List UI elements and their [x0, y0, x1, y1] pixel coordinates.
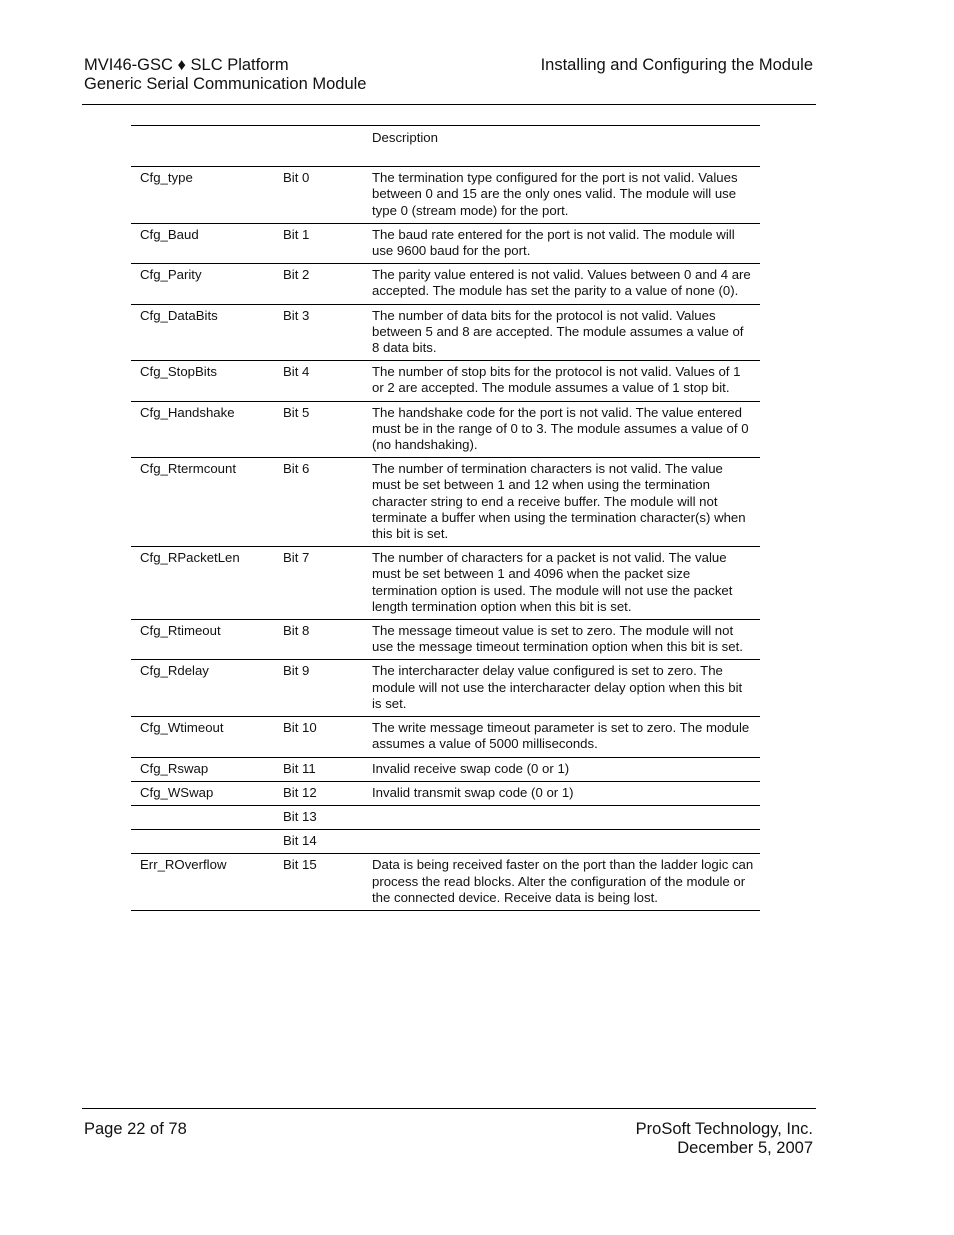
error-description: The parity value entered is not valid. Values between 0 and 4 are accepted. The module has set the parity to a value of none (0).	[363, 264, 760, 304]
bit-number: Bit 13	[274, 805, 363, 829]
document-header-title	[84, 56, 366, 94]
table-row	[131, 458, 760, 547]
error-description: The message timeout value is set to zero. The module will not use the message timeout termination option when this bit is set.	[363, 620, 760, 660]
error-name: Cfg_Rdelay	[131, 660, 274, 717]
error-description	[363, 805, 760, 829]
error-name: Cfg_WSwap	[131, 781, 274, 805]
bit-number: Bit 4	[274, 361, 363, 401]
error-name: Cfg_Rswap	[131, 757, 274, 781]
bit-number: Bit 15	[274, 854, 363, 911]
bit-number: Bit 8	[274, 620, 363, 660]
footer-info	[636, 1120, 813, 1158]
bit-number: Bit 5	[274, 401, 363, 458]
bit-number: Bit 1	[274, 223, 363, 263]
error-description: Invalid transmit swap code (0 or 1)	[363, 781, 760, 805]
table-row	[131, 620, 760, 660]
column-header-description: Description	[363, 126, 760, 167]
error-description: The handshake code for the port is not valid. The value entered must be in the range of 0 to 3. The module assumes a value of 0 (no handshaking).	[363, 401, 760, 458]
table-row	[131, 547, 760, 620]
error-name: Cfg_Rtermcount	[131, 458, 274, 547]
error-bits-table	[131, 125, 760, 911]
section-title: Installing and Configuring the Module	[540, 56, 813, 74]
bit-number: Bit 6	[274, 458, 363, 547]
bit-number: Bit 7	[274, 547, 363, 620]
error-description: The number of termination characters is not valid. The value must be set between 1 and 12 when using the termination character string to end a receive buffer. The module will not terminate a buffer when using the termination character(s) when this bit is set.	[363, 458, 760, 547]
error-description: The intercharacter delay value configured is set to zero. The module will not use the intercharacter delay option when this bit is set.	[363, 660, 760, 717]
table-row	[131, 304, 760, 361]
error-name	[131, 805, 274, 829]
table-row	[131, 830, 760, 854]
footer-divider	[82, 1108, 816, 1109]
product-line: MVI46-GSC ♦ SLC Platform	[84, 56, 289, 74]
error-name	[131, 830, 274, 854]
error-description	[363, 830, 760, 854]
bit-number: Bit 11	[274, 757, 363, 781]
table-row	[131, 264, 760, 304]
table-row	[131, 781, 760, 805]
error-description: The baud rate entered for the port is not valid. The module will use 9600 baud for the port.	[363, 223, 760, 263]
error-name: Cfg_Wtimeout	[131, 717, 274, 757]
error-description: The write message timeout parameter is set to zero. The module assumes a value of 5000 milliseconds.	[363, 717, 760, 757]
product-name: Generic Serial Communication Module	[84, 75, 367, 93]
bit-number: Bit 10	[274, 717, 363, 757]
table-row	[131, 167, 760, 224]
column-header-bit	[274, 126, 363, 167]
company-name: ProSoft Technology, Inc.	[635, 1120, 813, 1138]
error-description: The number of data bits for the protocol is not valid. Values between 5 and 8 are accepted. The module assumes a value of 8 data bits.	[363, 304, 760, 361]
error-name: Err_ROverflow	[131, 854, 274, 911]
error-name: Cfg_DataBits	[131, 304, 274, 361]
table-row	[131, 223, 760, 263]
error-name: Cfg_StopBits	[131, 361, 274, 401]
bit-number: Bit 14	[274, 830, 363, 854]
table-row	[131, 805, 760, 829]
error-name: Cfg_RPacketLen	[131, 547, 274, 620]
page-number: Page 22 of 78	[84, 1120, 187, 1138]
error-name: Cfg_Rtimeout	[131, 620, 274, 660]
error-description: The termination type configured for the port is not valid. Values between 0 and 15 are the only ones valid. The module will use type 0 (stream mode) for the port.	[363, 167, 760, 224]
error-description: The number of stop bits for the protocol is not valid. Values of 1 or 2 are accepted. The module assumes a value of 1 stop bit.	[363, 361, 760, 401]
table-row	[131, 854, 760, 911]
bit-number: Bit 12	[274, 781, 363, 805]
table-header-row	[131, 126, 760, 167]
bit-number: Bit 3	[274, 304, 363, 361]
column-header-name	[131, 126, 274, 167]
error-name: Cfg_Parity	[131, 264, 274, 304]
document-date: December 5, 2007	[677, 1139, 813, 1157]
table-row	[131, 660, 760, 717]
error-description: The number of characters for a packet is not valid. The value must be set between 1 and 4096 when the packet size termination option is used. The module will not use the packet length termination option when this bit is set.	[363, 547, 760, 620]
error-description: Invalid receive swap code (0 or 1)	[363, 757, 760, 781]
bit-number: Bit 2	[274, 264, 363, 304]
error-name: Cfg_Handshake	[131, 401, 274, 458]
table-row	[131, 361, 760, 401]
error-description: Data is being received faster on the port than the ladder logic can process the read blocks. Alter the configuration of the module or the connected device. Receive data is being lost.	[363, 854, 760, 911]
error-name: Cfg_Baud	[131, 223, 274, 263]
header-divider	[82, 104, 816, 105]
table-row	[131, 401, 760, 458]
bit-number: Bit 0	[274, 167, 363, 224]
error-name: Cfg_type	[131, 167, 274, 224]
table-row	[131, 717, 760, 757]
bit-number: Bit 9	[274, 660, 363, 717]
table-row	[131, 757, 760, 781]
